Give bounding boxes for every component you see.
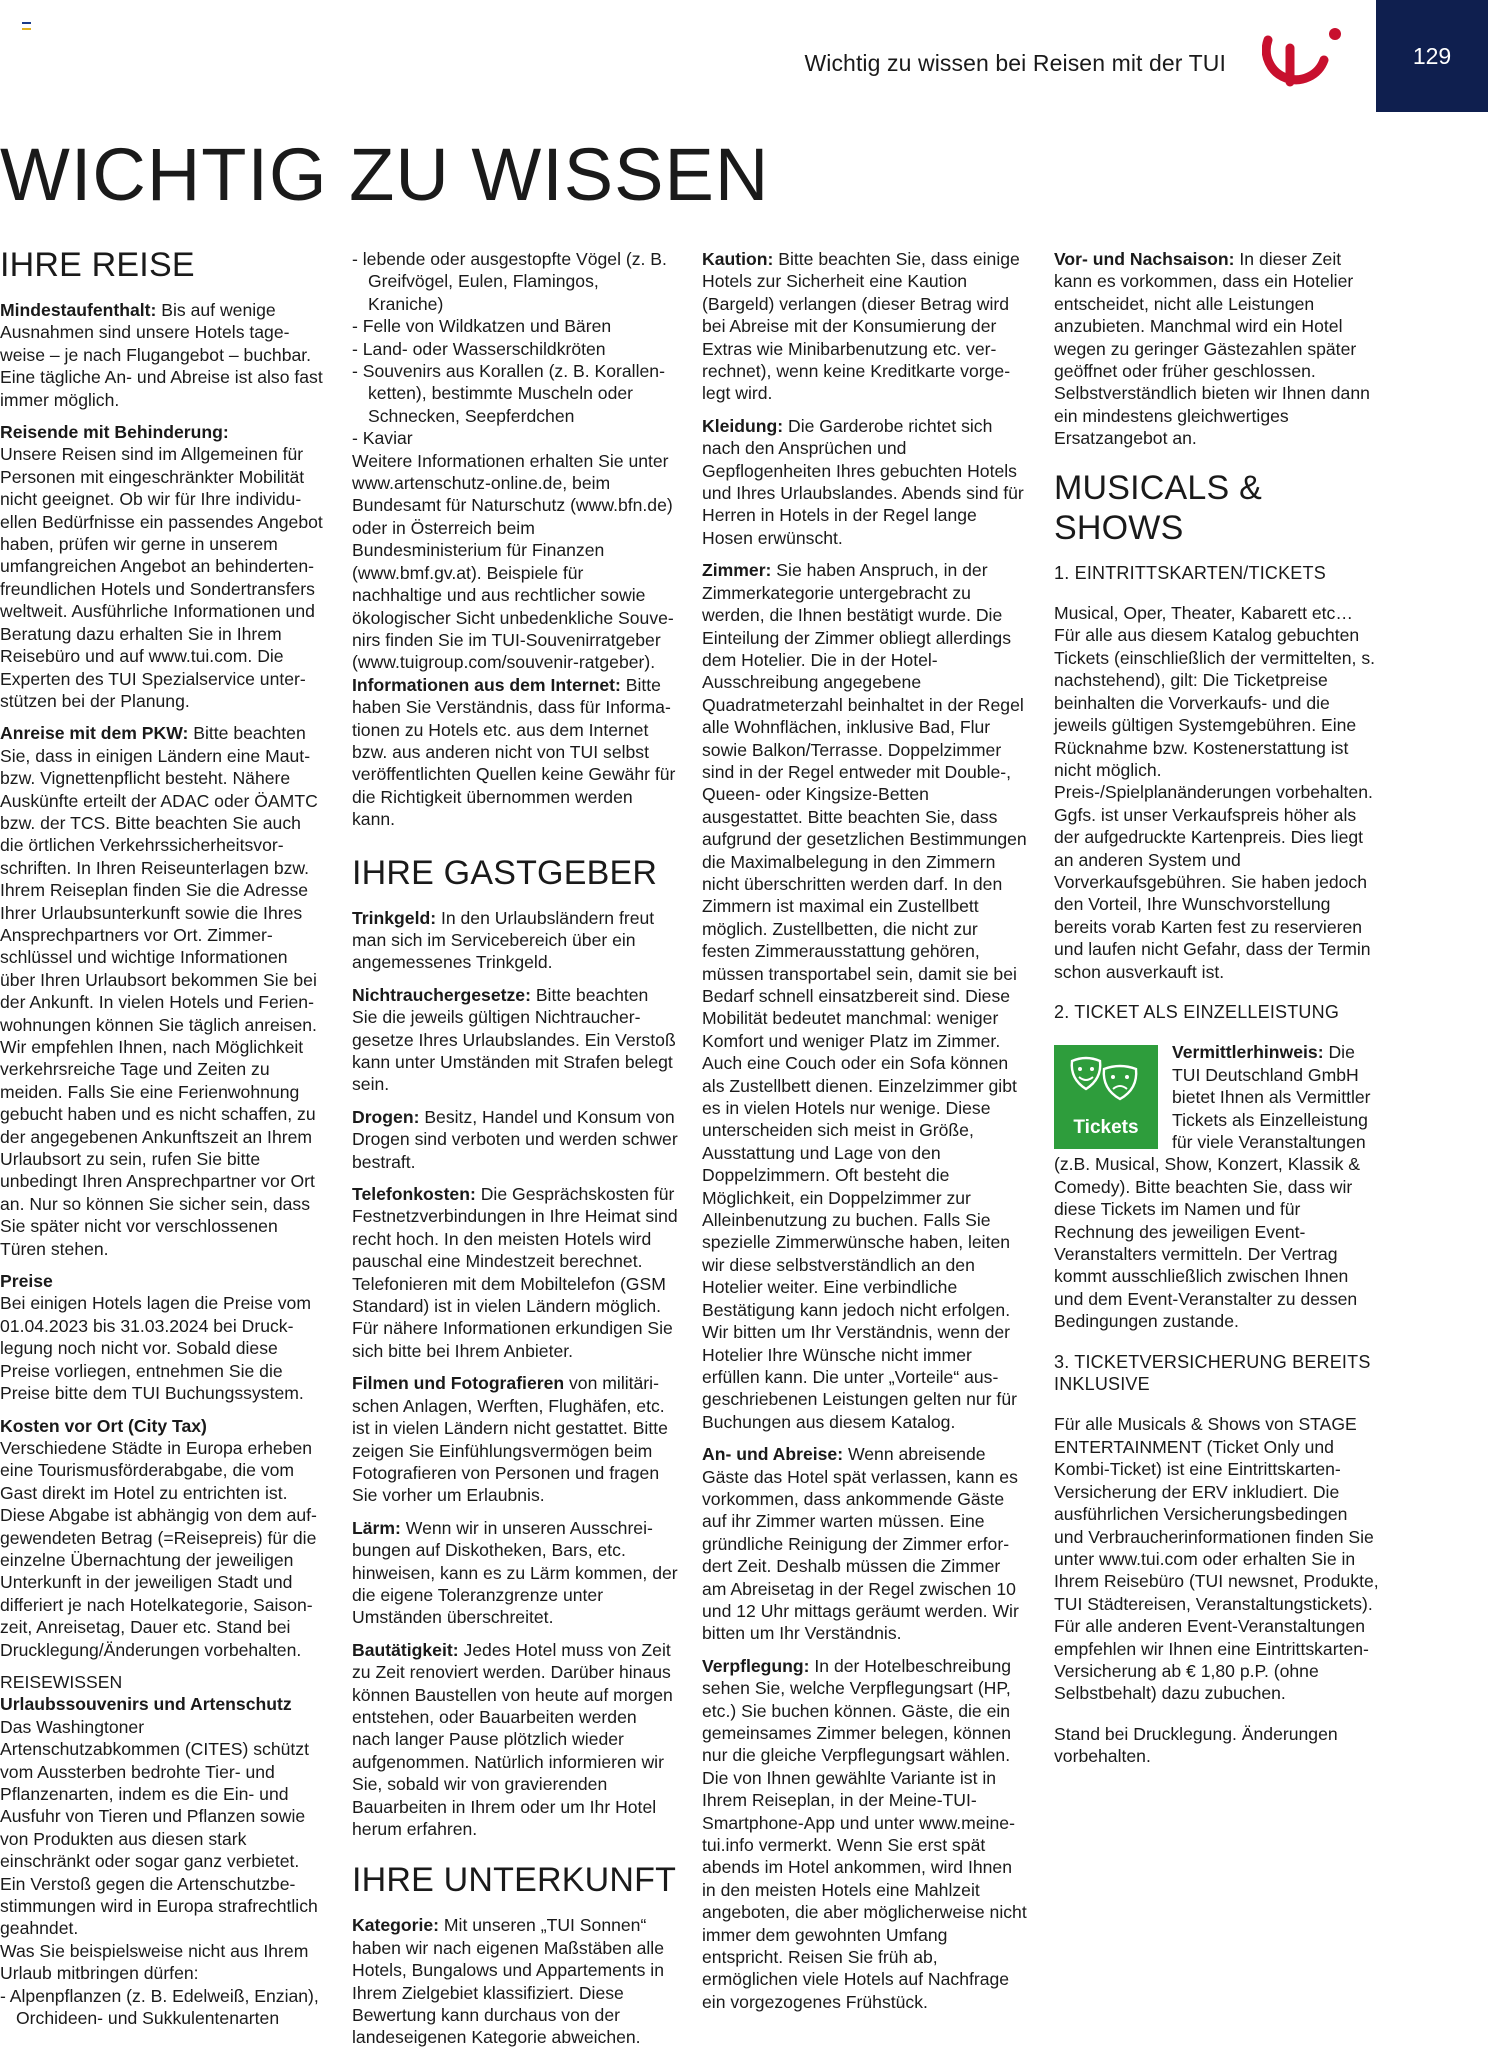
paragraph-preise: Preise Bei einigen Hotels lagen die Preise vom 01.04.2023 bis 31.03.2024 bei Drucklegung noch nicht vor. Sobald diese Preise vorliegen, entnehmen Sie die Preise bitte dem TUI Buchungssystem. — [0, 1271, 312, 1404]
paragraph-verpflegung: Verpflegung: In der Hotelbeschreibung sehen Sie, welche Verpflegungsart (HP, etc.) Sie buchen können. Gäste, die ein gemeinsames Zimmer belegen, können nur die gleiche Verpflegungsart wählen. Die von Ihnen gewählte Variante ist in Ihrem Reiseplan, in der Meine-TUI-Smartphone-App und unter www.meine-tui.info vermerkt. Wenn Sie erst spät abends im Hotel ankommen, wird Ihnen in den meisten Hotels eine Mahlzeit angeboten, die aber möglicherweise nicht immer dem gewohnten Umfang entspricht. Reisen Sie früh ab, ermöglichen viele Hotels auf Nachfrage ein vorgezogenes Frühstück. — [702, 1655, 1027, 2012]
paragraph-nichtraucher: Nichtrauchergesetze: Bitte beachten Sie die jeweils gültigen Nichtrauchergesetze Ihres Urlaubslandes. Ein Verstoß kann unter Umständen mit Strafen belegt sein. — [352, 984, 676, 1095]
paragraph-kleidung: Kleidung: Die Garderobe richtet sich nach den Ansprüchen und Gepflogenheiten Ihres gebuchten Hotels und Ihres Urlaubslandes. Abends sind für Herren in Hotels in der Regel lange Hosen erwünscht. — [702, 415, 1024, 548]
column-4 — [1054, 248, 1380, 1778]
section-heading-musicals-shows: MUSICALS & SHOWS — [1054, 468, 1262, 547]
column-3 — [702, 248, 1028, 2023]
paragraph-an-abreise: An- und Abreise: Wenn abreisende Gäste das Hotel spät verlassen, kann es vorkommen, dass ankommende Gäste auf ihr Zimmer warten müssen. Eine gründliche Reinigung der Zimmer erfordert Zeit. Deshalb müssen die Zimmer am Abreisetag in der Regel zwischen 10 und 12 Uhr mittags geräumt werden. Wir bitten um Ihr Verständnis. — [702, 1444, 1019, 1644]
paragraph-bautaetigkeit: Bautätigkeit: Jedes Hotel muss von Zeit zu Zeit renoviert werden. Darüber hinaus können Baustellen von heute auf morgen entstehen, oder Bauarbeiten werden nach langer Pause plötzlich wieder aufgenommen. Natürlich informieren wir Sie, sobald wir von gravierenden Bauarbeiten in Ihrem oder um Ihr Hotel herum erfahren. — [352, 1639, 673, 1839]
paragraph-telefonkosten: Telefonkosten: Die Gesprächskosten für Festnetzverbindungen in Ihre Heimat sind recht hoch. In den meisten Hotels wird pauschal eine Mindestzeit berechnet. Telefonieren mit dem Mobiltelefon (GSM Standard) ist in vielen Ländern möglich. Für nähere Informationen erkundigen Sie sich bitte bei Ihrem Anbieter. — [352, 1184, 678, 1361]
subheading-ticket-einzelleistung: 2. TICKET ALS EINZELLEISTUNG — [1054, 1001, 1340, 1022]
column-2 — [352, 248, 678, 2059]
paragraph-vor-nachsaison: Vor- und Nachsaison: In dieser Zeit kann es vorkommen, dass ein Hotelier entscheidet, nicht alle Leistungen anzubieten. Manchmal wird ein Hotel wegen zu geringer Gästezahlen später geöffnet oder früher geschlossen. Selbstverständlich bieten wir Ihnen dann ein mindestens gleichwertiges Ersatzangebot an. — [1054, 249, 1370, 449]
page-title: WICHTIG ZU WISSEN — [0, 133, 770, 216]
paragraph-mindestaufenthalt: Mindestaufenthalt: Bis auf wenige Ausnahmen sind unsere Hotels tageweise – je nach Flugangebot – buchbar. Eine tägliche An- und Abreise ist also fast immer möglich. — [0, 300, 323, 410]
list-item: - Alpenpflanzen (z. B. Edelweiß, Enzian), Orchideen- und Sukkulentenarten — [0, 1985, 319, 2029]
section-heading-ihre-gastgeber: IHRE GASTGEBER — [352, 853, 658, 892]
paragraph-stand-drucklegung: Stand bei Drucklegung. Änderungen vorbehalten. — [1054, 1723, 1338, 1767]
page-number: 129 — [1376, 0, 1488, 112]
tickets-block — [1054, 1041, 1380, 1342]
paragraph-ticketversicherung: Für alle Musicals & Shows von STAGE ENTERTAINMENT (Ticket Only und Kombi-Ticket) ist eine Eintrittskarten-Versicherung der ERV inkludiert. Die ausführlichen Versicherungsbedingen und Verbraucherinformationen finden Sie unter www.tui.com oder erhalten Sie in Ihrem Reisebüro (TUI newsnet, Produkte, TUI Städtereisen, Veranstaltungstickets). Für alle anderen Event-Veranstaltungen empfehlen wir Ihnen eine Eintrittskarten-Versicherung ab € 1,80 p.P. (ohne Selbstbehalt) dazu zubuchen. — [1054, 1414, 1379, 1704]
paragraph-mitbringen: Was Sie beispielsweise nicht aus Ihrem Urlaub mitbringen dürfen: — [0, 1940, 309, 1984]
header-title: Wichtig zu wissen bei Reisen mit der TUI — [804, 50, 1226, 76]
paragraph-trinkgeld: Trinkgeld: In den Urlaubsländern freut man sich im Servicebereich über ein angemessenes Trinkgeld. — [352, 907, 655, 973]
souvenir-list — [0, 1985, 326, 2030]
list-item: - Land- oder Wasserschildkröten — [352, 338, 606, 359]
paragraph-eintrittskarten: Musical, Oper, Theater, Kabarett etc… Für alle aus diesem Katalog gebuchten Tickets (einschließlich der vermittelten, s. nachstehend), gilt: Die Ticketpreise beinhalten die Vorverkaufs- und die jeweils gültigen Systemgebühren. Eine Rücknahme bzw. Kostenerstattung ist nicht möglich. Preis-/Spielplanänderungen vorbehalten. Ggfs. ist unser Verkaufspreis höher als der aufgedruckte Kartenpreis. Dies liegt an anderen System und Vorverkaufsgebühren. Sie haben jedoch den Vorteil, Ihre Wunschvorstellung bereits vorab Karten fest zu reservieren und laufen nicht Gefahr, dass der Termin schon ausverkauft ist. — [1054, 603, 1376, 982]
souvenir-list-continued — [352, 248, 678, 450]
column-1 — [0, 245, 326, 2029]
paragraph-behinderung: Reisende mit Behinderung: Unsere Reisen sind im Allgemeinen für Personen mit eingeschränkter Mobilität nicht geeignet. Ob wir für Ihre individuellen Bedürfnisse ein passendes Angebot haben, prüfen wir gerne in unserem umfangreichen Angebot an behindertenfreundlichen Hotels und Sondertransfers weltweit. Ausführliche Informationen und Beratung dazu erhalten Sie in Ihrem Reisebüro und auf www.tui.com. Die Experten des TUI Spezialservice unterstützen bei der Planung. — [0, 422, 323, 711]
paragraph-vermittlerhinweis: Vermittlerhinweis: Die TUI Deutschland GmbH bietet Ihnen als Vermittler Tickets als Einzelleistung für viele Veranstaltungen (z.B. Musical, Show, Konzert, Klassik & Comedy). Bitte beachten Sie, dass wir diese Tickets im Namen und für Rechnung des jeweiligen Event-Veranstalters vermitteln. Der Vertrag kommt ausschließlich zwischen Ihnen und dem Event-Veranstalter zu dessen Bedingungen zustande. — [1054, 1042, 1371, 1332]
paragraph-laerm: Lärm: Wenn wir in unseren Ausschreibungen auf Diskotheken, Bars, etc. hinweisen, kann es zu Lärm kommen, der die eigene Toleranzgrenze unter Umständen überschreitet. — [352, 1517, 678, 1628]
theater-masks-icon — [1068, 1053, 1144, 1109]
flag-icon — [22, 22, 31, 29]
paragraph-kaution: Kaution: Bitte beachten Sie, dass einige Hotels zur Sicherheit eine Kaution (Bargeld) verlangen (dieser Betrag wird bei Abreise mit der Konsumierung der Extras wie Minibarbenutzung etc. verrechnet), wenn keine Kreditkarte vorgelegt wird. — [702, 249, 1020, 404]
tickets-label: Tickets — [1073, 1116, 1139, 1138]
list-item: - lebende oder ausgestopfte Vögel (z. B. Greifvögel, Eulen, Flamingos, Kraniche) — [352, 249, 667, 314]
paragraph-reisewissen: REISEWISSEN Urlaubssouvenirs und Artenschutz Das Washingtoner Artenschutzabkommen (CITES) schützt vom Aussterben bedrohte Tier- und Pflanzenarten, indem es die Ein- und Ausfuhr von Tieren und Pflanzen sowie von Produkten aus diesen stark einschränkt oder sogar ganz verbietet. Ein Verstoß gegen die Artenschutzbestimmungen wird in Europa strafrechtlich geahndet. — [0, 1671, 318, 1939]
paragraph-anreise-pkw: Anreise mit dem PKW: Bitte beachten Sie, dass in einigen Ländern eine Maut- bzw. Vignettenpflicht besteht. Nähere Auskünfte erteilt der ADAC oder ÖAMTC bzw. der TCS. Bitte beachten Sie auch die örtlichen Verkehrssicherheitsvorschriften. In Ihren Reiseunterlagen bzw. Ihrem Reiseplan finden Sie die Adresse Ihrer Urlaubsunterkunft sowie die Ihres Ansprechpartners vor Ort. Zimmerschlüssel und wichtige Informationen über Ihren Urlaubsort bekommen Sie bei der Ankunft. In vielen Hotels und Ferienwohnungen können Sie täglich anreisen. Wir empfehlen Ihnen, nach Möglichkeit verkehrsreiche Tage und Zeiten zu meiden. Falls Sie eine Ferienwohnung gebucht haben und es nicht schaffen, zu der angegebenen Ankunftszeit an Ihrem Urlaubsort zu sein, rufen Sie bitte unbedingt Ihren Ansprechpartner vor Ort an. Nur so können Sie sicher sein, dass Sie später nicht vor verschlossenen Türen stehen. — [0, 723, 318, 1259]
paragraph-zimmer: Zimmer: Sie haben Anspruch, in der Zimmerkategorie untergebracht zu werden, die Ihnen bestätigt wurde. Die Einteilung der Zimmer obliegt allerdings dem Hotelier. Die in der Hotel-Ausschreibung angegebene Quadratmeterzahl beinhaltet in der Regel alle Wohnflächen, inklusive Bad, Flur sowie Balkon/Terrasse. Doppelzimmer sind in der Regel entweder mit Double-, Queen- oder Kingsize-Betten ausgestattet. Bitte beachten Sie, dass aufgrund der gesetzlichen Bestimmungen die Maximalbelegung in den Zimmern nicht überschritten werden darf. In den Zimmern ist maximal ein Zustellbett möglich. Zustellbetten, die nicht zur festen Zimmerausstattung gehören, müssen transportabel sein, damit sie bei Bedarf schnell einsatzbereit sind. Diese Mobilität bedeutet manchmal: weniger Komfort und weniger Platz im Zimmer. Auch eine Couch oder ein Sofa können als Zustellbett dienen. Einzelzimmer gibt es in vielen Hotels nur wenige. Diese unterscheiden sich meist in Größe, Ausstattung und Lage von den Doppelzimmern. Oft besteht die Möglichkeit, ein Doppelzimmer zur Alleinbenutzung zu buchen. Falls Sie spezielle Zimmerwünsche haben, leiten wir diese selbstverständlich an den Hotelier weiter. Eine verbindliche Bestätigung kann jedoch nicht erfolgen. Wir bitten um Ihr Verständnis, wenn der Hotelier Ihre Wünsche nicht immer erfüllen kann. Die unter „Vorteile“ ausgeschriebenen Leistungen gelten nur für Buchungen aus diesem Katalog. — [702, 560, 1027, 1432]
paragraph-internet: Informationen aus dem Internet: Bitte haben Sie Verständnis, dass für Informationen zu Hotels etc. aus dem Internet bzw. aus anderen nicht von TUI selbst veröffentlichten Quellen keine Gewähr für die Richtigkeit übernommen werden kann. — [352, 674, 676, 830]
paragraph-kategorie: Kategorie: Mit unseren „TUI Sonnen“ haben wir nach eigenen Maßstäben alle Hotels, Bungalows und Appartements in Ihrem Zielgebiet klassifiziert. Diese Bewertung kann durchaus von der landeseigenen Kategorie abweichen. — [352, 1915, 665, 2048]
tickets-logo — [1054, 1045, 1158, 1149]
subheading-ticketversicherung: 3. TICKETVERSICHERUNG BEREITS INKLUSIVE — [1054, 1351, 1371, 1395]
list-item: - Felle von Wildkatzen und Bären — [352, 316, 612, 337]
tui-smile-logo-icon — [1262, 26, 1342, 92]
section-heading-ihre-unterkunft: IHRE UNTERKUNFT — [352, 1861, 677, 1900]
paragraph-city-tax: Kosten vor Ort (City Tax) Verschiedene Städte in Europa erheben eine Tourismusförderabgabe, die vom Gast direkt im Hotel zu entrichten ist. Diese Abgabe ist abhängig von dem aufgewendeten Betrag (=Reisepreis) für die einzelne Übernachtung der jeweiligen Unterkunft in der jeweiligen Stadt und differiert je nach Hotelkategorie, Saisonzeit, Anreisetag, Dauer etc. Stand bei Drucklegung/Änderungen vorbehalten. — [0, 1415, 317, 1660]
paragraph-filmen: Filmen und Fotografieren von militärischen Anlagen, Werften, Flughäfen, etc. ist in vielen Ländern nicht gestattet. Bitte zeigen Sie Einfühlungsvermögen beim Fotografieren von Personen und fragen Sie vorher um Erlaubnis. — [352, 1373, 668, 1506]
paragraph-artenschutz-info: Weitere Informationen erhalten Sie unter www.artenschutz-online.de, beim Bundesamt für Naturschutz (www.bfn.de) oder in Österreich beim Bundesministerium für Finanzen (www.bmf.gv.at). Beispiele für nachhaltige und aus rechtlicher sowie ökologischer Sicht unbedenkliche Souvenirs finden Sie im TUI-Souvenirratgeber (www.tuigroup.com/souvenir-ratgeber). — [352, 450, 674, 673]
list-item: - Kaviar — [352, 428, 413, 449]
paragraph-drogen: Drogen: Besitz, Handel und Konsum von Drogen sind verboten und werden schwer bestraft. — [352, 1106, 678, 1172]
reisewissen-label: REISEWISSEN — [0, 1671, 123, 1692]
section-heading-ihre-reise: IHRE REISE — [0, 246, 195, 284]
list-item: - Souvenirs aus Korallen (z. B. Korallenketten), bestimmte Muscheln oder Schnecken, Seepferdchen — [352, 361, 665, 426]
subheading-eintrittskarten: 1. EINTRITTSKARTEN/TICKETS — [1054, 562, 1326, 583]
